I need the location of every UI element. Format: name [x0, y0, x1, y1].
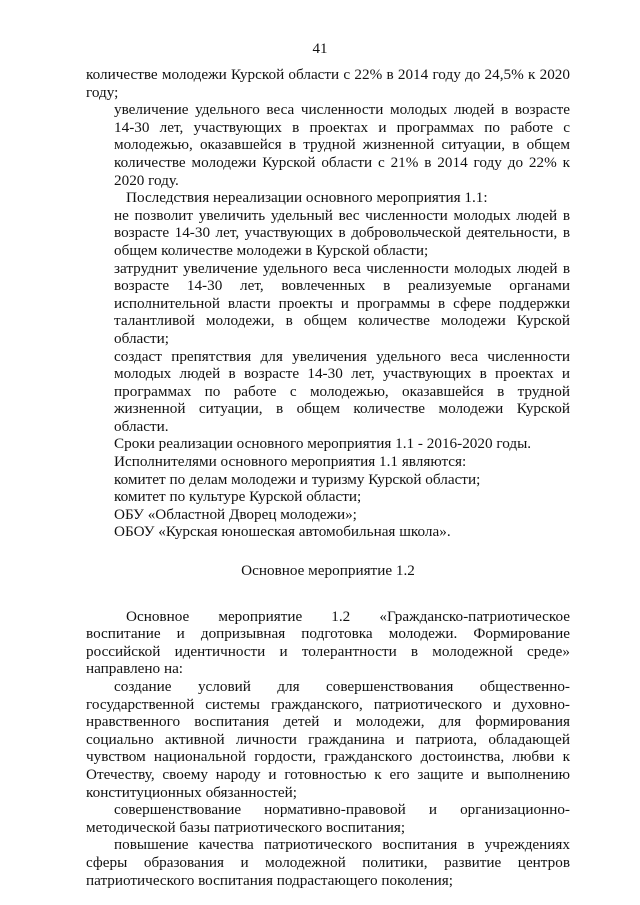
paragraph: Основное мероприятие 1.2 «Гражданско-патриотическое воспитание и допризывная подготовка молодежи. Формирование российской идентичности и толерантности в молодежной среде» направлено на: [86, 607, 570, 678]
section-heading: Основное мероприятие 1.2 [241, 562, 415, 580]
paragraph: создание условий для совершенствования общественно-государственной системы гражданского, патриотического и духовно-нравственного воспитания детей и молодежи, для формирования социально активной личности гражданина и патриота, обладающей чувством национальной гордости, гражданского достоинства, любви к Отечеству, своему народу и готовностью к его защите и выполнению конституционных обязанностей; [86, 678, 570, 801]
paragraph: увеличение удельного веса численности молодых людей в возрасте 14-30 лет, участвующих в проектах и программах по работе с молодежью, оказавшейся в трудной жизненной ситуации, в общем количестве молодежи Курской области с 21% в 2014 году до 22% к 2020 году. [114, 101, 570, 189]
paragraph: затруднит увеличение удельного веса численности молодых людей в возрасте 14-30 лет, вовлеченных в реализуемые органами исполнительной власти проекты и программы в сфере поддержки талантливой молодежи, в общем количестве молодежи Курской области; [114, 259, 570, 347]
paragraph: создаст препятствия для увеличения удельного веса численности молодых людей в возрасте 14-30 лет, участвующих в проектах и программах по работе с молодежью, оказавшейся в трудной жизненной ситуации, в общем количестве молодежи Курской области. [114, 347, 570, 435]
document-body [86, 66, 570, 889]
paragraph: не позволит увеличить удельный вес численности молодых людей в возрасте 14-30 лет, участвующих в добровольческой деятельности, в общем количестве молодежи в Курской области; [114, 206, 570, 259]
list-item: комитет по делам молодежи и туризму Курской области; [114, 470, 481, 488]
paragraph: повышение качества патриотического воспитания в учреждениях сферы образования и молодежной политики, развитие центров патриотического воспитания подрастающего поколения; [86, 836, 570, 889]
page-number: 41 [312, 41, 328, 57]
paragraph: количестве молодежи Курской области с 22% в 2014 году до 24,5% к 2020 году; [86, 66, 570, 101]
list-item: комитет по культуре Курской области; [114, 488, 362, 506]
paragraph: Последствия нереализации основного мероприятия 1.1: [126, 189, 488, 207]
paragraph: Исполнителями основного мероприятия 1.1 являются: [114, 453, 467, 471]
paragraph: совершенствование нормативно-правовой и организационно-методической базы патриотического воспитания; [86, 801, 570, 836]
list-item: ОБУ «Областной Дворец молодежи»; [114, 505, 357, 523]
paragraph: Сроки реализации основного мероприятия 1.1 - 2016-2020 годы. [114, 435, 532, 453]
list-item: ОБОУ «Курская юношеская автомобильная школа». [114, 523, 451, 541]
